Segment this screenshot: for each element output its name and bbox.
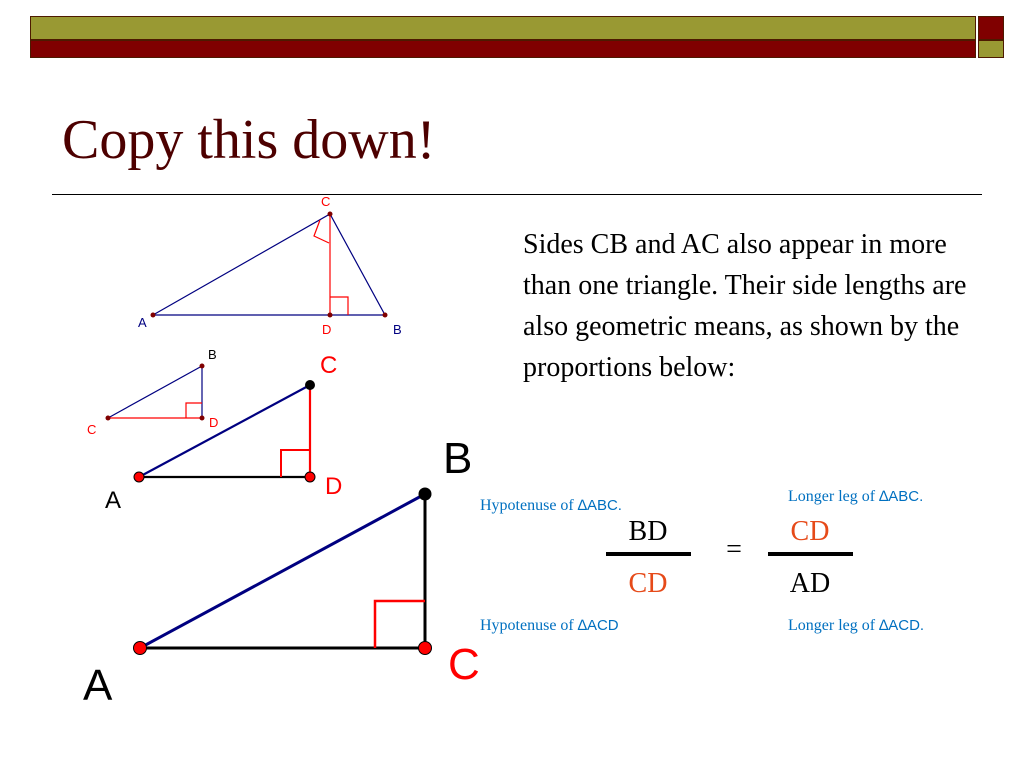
label-d: D — [322, 322, 332, 337]
large-label-a: A — [83, 661, 113, 710]
large-right-angle — [375, 601, 425, 648]
small-label-c: C — [87, 422, 97, 437]
medium-vertex-dot-d — [305, 472, 315, 482]
label-longer-leg-acd: Longer leg of ∆ACD. — [788, 617, 925, 634]
medium-right-angle — [281, 450, 310, 477]
small-label-b: B — [208, 347, 217, 362]
medium-label-d: D — [325, 473, 343, 500]
large-hypotenuse — [140, 494, 425, 648]
equals-sign: = — [726, 534, 742, 565]
slide-body-text: Sides CB and AC also appear in more than one triangle. Their side lengths are also geometric means, as shown by the proportions below: — [523, 229, 967, 383]
small-label-d: D — [209, 415, 219, 430]
fraction-right-numerator: CD — [790, 516, 830, 547]
small-vertex-dot-c — [106, 416, 111, 421]
fraction-left-denominator: CD — [628, 568, 668, 599]
fraction-right-denominator: AD — [789, 568, 831, 599]
label-b: B — [393, 322, 402, 337]
label-c: C — [321, 194, 331, 209]
triangle-medium — [105, 352, 342, 514]
label-hypotenuse-abc: Hypotenuse of ∆ABC. — [480, 497, 622, 514]
triangle-small — [87, 347, 218, 437]
medium-label-c: C — [320, 352, 338, 379]
vertex-dot-a — [151, 313, 156, 318]
large-vertex-dot-b — [419, 488, 432, 501]
medium-hypotenuse — [139, 385, 310, 477]
triangle-top-right-angle-c — [314, 220, 329, 243]
medium-vertex-dot-a — [134, 472, 144, 482]
label-longer-leg-abc: Longer leg of ∆ABC. — [788, 488, 924, 505]
medium-label-a: A — [105, 487, 122, 514]
label-a: A — [138, 315, 147, 330]
fraction-left-numerator: BD — [628, 516, 668, 547]
triangle-top — [138, 194, 402, 337]
proportion — [480, 488, 924, 634]
large-vertex-dot-c — [419, 642, 432, 655]
small-vertex-dot-b — [200, 364, 205, 369]
vertex-dot-c — [328, 212, 333, 217]
small-hypotenuse — [108, 366, 202, 418]
large-label-c: C — [448, 640, 480, 689]
large-vertex-dot-a — [134, 642, 147, 655]
small-right-angle — [186, 403, 202, 418]
large-label-b: B — [443, 434, 473, 483]
triangle-top-right-angle-d — [330, 297, 348, 315]
vertex-dot-b — [383, 313, 388, 318]
slide-title: Copy this down! — [62, 109, 436, 171]
vertex-dot-d — [328, 313, 333, 318]
label-hypotenuse-acd: Hypotenuse of ∆ACD — [480, 617, 619, 634]
small-vertex-dot-d — [200, 416, 205, 421]
triangle-top-outline — [153, 214, 385, 315]
medium-vertex-dot-c — [305, 380, 315, 390]
